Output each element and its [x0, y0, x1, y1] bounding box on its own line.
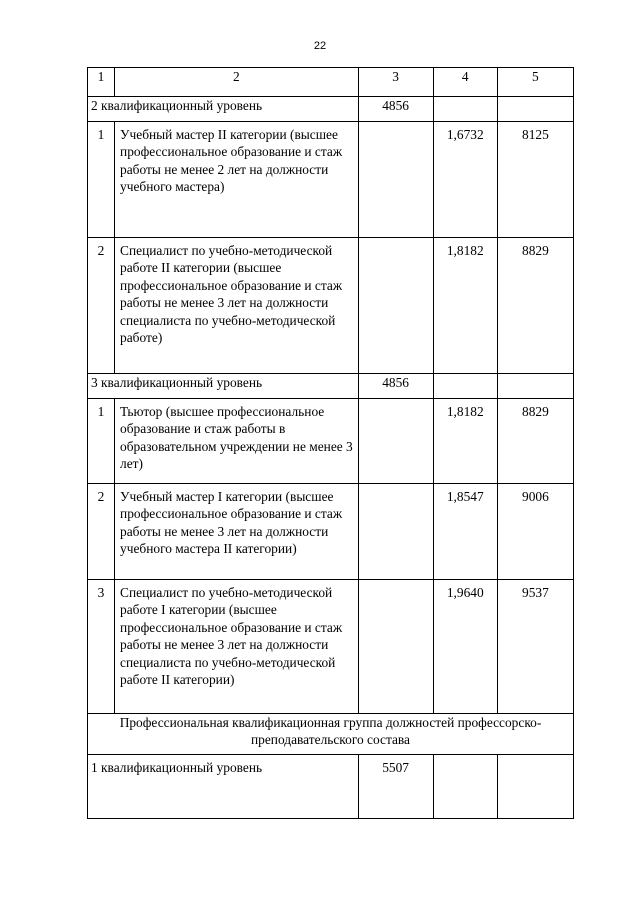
empty-cell: [497, 755, 573, 819]
salary-table: [87, 67, 574, 819]
page-number: 22: [313, 40, 327, 52]
group-heading: Профессиональная квалификационная группа должностей профессорско-преподавательского состава: [88, 714, 574, 755]
empty-cell: [358, 580, 433, 714]
position-number: 1: [88, 122, 115, 238]
position-number: 2: [88, 484, 115, 580]
empty-cell: [433, 97, 497, 122]
coefficient: 1,6732: [433, 122, 497, 238]
position-description: Учебный мастер I категории (высшее профессиональное образование и стаж работы не менее 3 лет на должности учебного мастера II категории): [115, 484, 359, 580]
empty-cell: [358, 399, 433, 484]
position-number: 3: [88, 580, 115, 714]
position-description: Специалист по учебно-методической работе II категории (высшее профессиональное образование и стаж работы не менее 3 лет на должности специалиста по учебно-методической работе): [115, 238, 359, 374]
position-row: [88, 122, 574, 238]
group-heading-row: [88, 714, 574, 755]
empty-cell: [433, 374, 497, 399]
position-description: Тьютор (высшее профессиональное образование и стаж работы в образовательном учреждении не менее 3 лет): [115, 399, 359, 484]
level-label: 3 квалификационный уровень: [88, 374, 359, 399]
qualification-level-row: [88, 755, 574, 819]
salary: 8125: [497, 122, 573, 238]
salary: 8829: [497, 238, 573, 374]
base-salary: 4856: [358, 97, 433, 122]
salary: 9006: [497, 484, 573, 580]
qualification-level-row: [88, 97, 574, 122]
header-cell: 2: [115, 68, 359, 97]
empty-cell: [358, 484, 433, 580]
position-row: [88, 484, 574, 580]
base-salary: 4856: [358, 374, 433, 399]
header-cell: 3: [358, 68, 433, 97]
coefficient: 1,8182: [433, 399, 497, 484]
base-salary: 5507: [358, 755, 433, 819]
position-description: Учебный мастер II категории (высшее профессиональное образование и стаж работы не менее 2 лет на должности учебного мастера): [115, 122, 359, 238]
empty-cell: [433, 755, 497, 819]
position-row: [88, 580, 574, 714]
empty-cell: [358, 238, 433, 374]
qualification-level-row: [88, 374, 574, 399]
salary: 9537: [497, 580, 573, 714]
level-label: 2 квалификационный уровень: [88, 97, 359, 122]
salary: 8829: [497, 399, 573, 484]
position-number: 1: [88, 399, 115, 484]
position-row: [88, 399, 574, 484]
empty-cell: [497, 374, 573, 399]
empty-cell: [358, 122, 433, 238]
coefficient: 1,8547: [433, 484, 497, 580]
position-row: [88, 238, 574, 374]
empty-cell: [497, 97, 573, 122]
position-number: 2: [88, 238, 115, 374]
header-row: [88, 68, 574, 97]
level-label: 1 квалификационный уровень: [88, 755, 359, 819]
header-cell: 5: [497, 68, 573, 97]
position-description: Специалист по учебно-методической работе I категории (высшее профессиональное образование и стаж работы не менее 3 лет на должности специалиста по учебно-методической работе II категории): [115, 580, 359, 714]
coefficient: 1,9640: [433, 580, 497, 714]
header-cell: 1: [88, 68, 115, 97]
coefficient: 1,8182: [433, 238, 497, 374]
header-cell: 4: [433, 68, 497, 97]
